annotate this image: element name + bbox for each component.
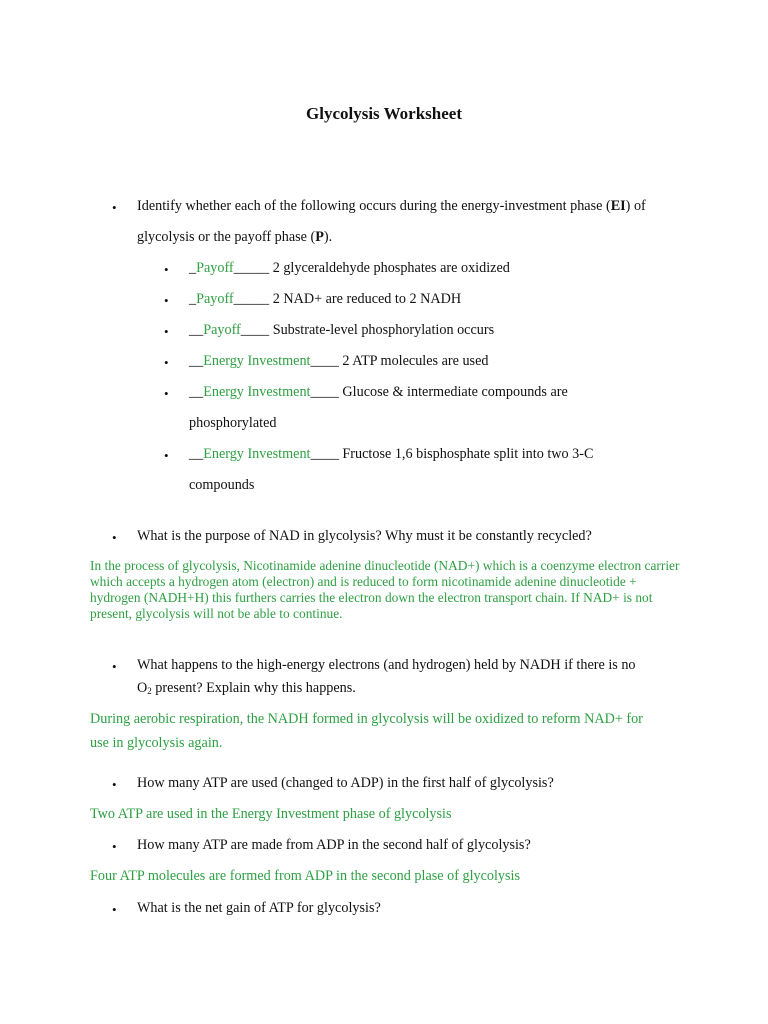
- bullet: •: [112, 530, 117, 545]
- question-text: present? Explain why this happens.: [151, 680, 356, 696]
- phase-answer: Payoff: [196, 291, 234, 307]
- phase-item-6-continued: compounds: [189, 477, 255, 493]
- question-1-line-2: [137, 229, 332, 246]
- bullet: •: [164, 324, 169, 339]
- bullet: •: [112, 902, 117, 917]
- phase-item-6: [189, 446, 593, 463]
- phase-item-5-continued: phosphorylated: [189, 415, 277, 431]
- ei-abbrev: EI: [610, 198, 626, 214]
- bullet: •: [112, 839, 117, 854]
- question-5-answer: Four ATP molecules are formed from ADP in the second plase of glycolysis: [90, 868, 521, 884]
- bullet: •: [112, 200, 117, 215]
- question-3-answer-line-1: During aerobic respiration, the NADH formed in glycolysis will be oxidized to reform NAD+ for: [90, 711, 643, 727]
- item-text: _____ 2 NAD+ are reduced to 2 NADH: [233, 291, 462, 307]
- blank-line: _: [189, 260, 197, 276]
- blank-line: __: [189, 384, 204, 400]
- oxygen-subscript: 2: [147, 686, 152, 696]
- question-1-line-1: [137, 198, 646, 215]
- item-text: _____ 2 glyceraldehyde phosphates are oxidized: [233, 260, 510, 276]
- item-text: ____ Fructose 1,6 bisphosphate split into two 3-C: [310, 446, 594, 462]
- question-6-text: What is the net gain of ATP for glycolysis?: [137, 900, 381, 916]
- question-text: glycolysis or the payoff phase (: [137, 229, 316, 245]
- bullet: •: [164, 293, 169, 308]
- item-text: ____ Substrate-level phosphorylation occurs: [240, 322, 495, 338]
- bullet: •: [112, 659, 117, 674]
- bullet: •: [164, 386, 169, 401]
- bullet: •: [112, 777, 117, 792]
- phase-item-3: [189, 322, 494, 339]
- question-2-text: What is the purpose of NAD in glycolysis? Why must it be constantly recycled?: [137, 528, 592, 544]
- item-text: ____ 2 ATP molecules are used: [310, 353, 489, 369]
- bullet: •: [164, 355, 169, 370]
- question-3-line-2: [137, 680, 356, 697]
- question-4-answer: Two ATP are used in the Energy Investment phase of glycolysis: [90, 806, 452, 822]
- phase-answer: Payoff: [203, 322, 241, 338]
- phase-answer: Energy Investment: [203, 384, 311, 400]
- phase-item-2: [189, 291, 461, 308]
- phase-answer: Payoff: [196, 260, 234, 276]
- page-title: Glycolysis Worksheet: [306, 104, 462, 123]
- oxygen-symbol: O: [137, 680, 148, 696]
- item-text: ____ Glucose & intermediate compounds are: [310, 384, 568, 400]
- blank-line: __: [189, 353, 204, 369]
- question-2-answer: In the process of glycolysis, Nicotinamide adenine dinucleotide (NAD+) which is a coenzyme electron carrier which accepts a hydrogen atom (electron) and is reduced to form nicotinamide adenine dinucleotide + hydrogen (NADH+H) this furthers carries the electron down the electron transport chain. If NAD+ is not present, glycolysis will not be able to continue.: [90, 558, 680, 621]
- bullet: •: [164, 448, 169, 463]
- question-5-text: How many ATP are made from ADP in the second half of glycolysis?: [137, 837, 531, 853]
- question-text: ).: [323, 229, 333, 245]
- phase-answer: Energy Investment: [203, 353, 311, 369]
- blank-line: __: [189, 322, 204, 338]
- question-4-text: How many ATP are used (changed to ADP) in the first half of glycolysis?: [137, 775, 554, 791]
- question-3-line-1: What happens to the high-energy electrons (and hydrogen) held by NADH if there is no: [137, 657, 636, 673]
- question-text: ) of: [625, 198, 646, 214]
- blank-line: _: [189, 291, 197, 307]
- phase-item-4: [189, 353, 488, 370]
- phase-item-5: [189, 384, 568, 401]
- phase-answer: Energy Investment: [203, 446, 311, 462]
- bullet: •: [164, 262, 169, 277]
- p-abbrev: P: [315, 229, 324, 245]
- question-text: Identify whether each of the following occurs during the energy-investment phase (: [137, 198, 611, 214]
- phase-item-1: [189, 260, 510, 277]
- blank-line: __: [189, 446, 204, 462]
- question-3-answer-line-2: use in glycolysis again.: [90, 735, 223, 751]
